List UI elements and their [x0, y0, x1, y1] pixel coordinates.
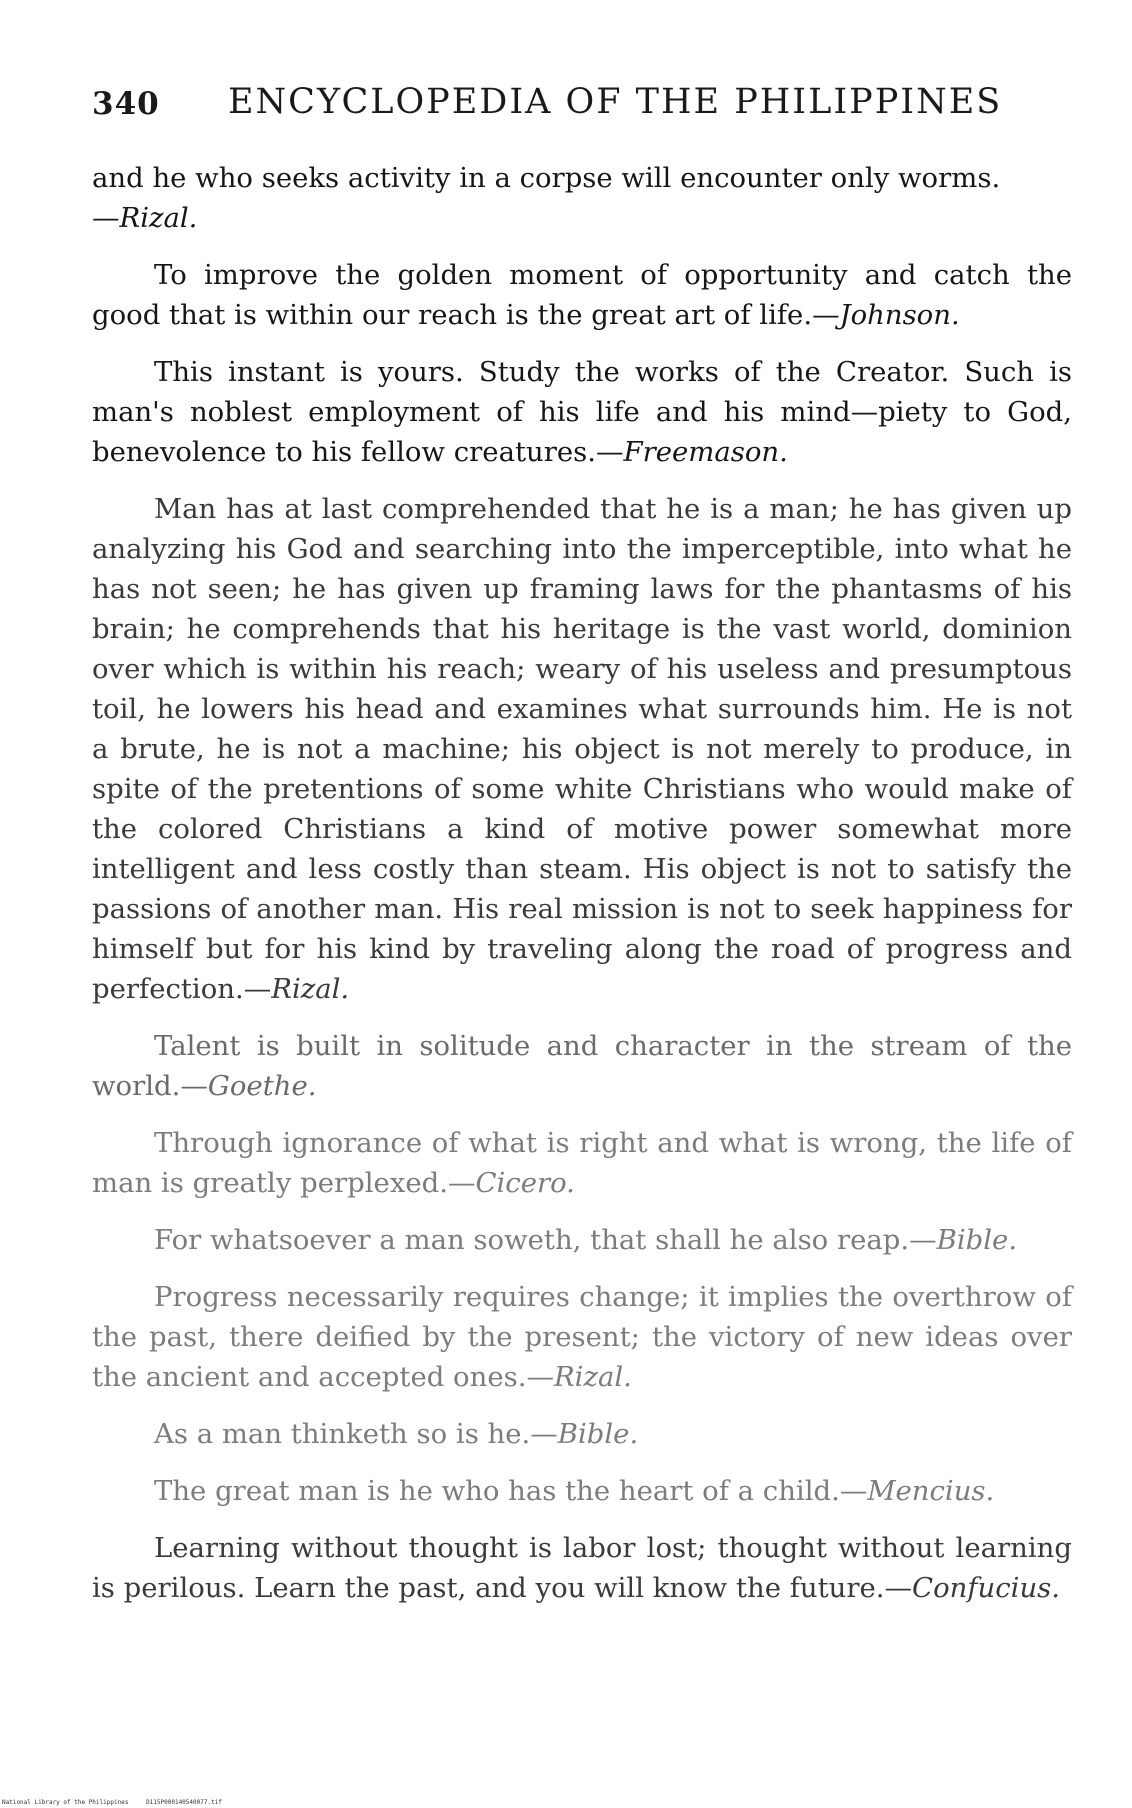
quote-paragraph [92, 255, 1072, 335]
quote-author: Confucius. [912, 1572, 1061, 1604]
quote-paragraph [92, 352, 1072, 472]
quote-paragraph [92, 1414, 1072, 1454]
attribution-dash: — [92, 202, 120, 234]
attribution-dash: — [909, 1224, 937, 1256]
quote-author: Cicero. [475, 1167, 575, 1199]
attribution-dash: — [839, 1475, 868, 1507]
quote-paragraph [92, 1528, 1072, 1608]
quote-paragraph [92, 1277, 1072, 1397]
body-text [92, 158, 1072, 1625]
quote-author: Rizal. [553, 1361, 632, 1393]
attribution-dash: — [180, 1070, 208, 1102]
scan-filename: D115P000140540077.tif [146, 1799, 222, 1806]
attribution-dash: — [526, 1361, 554, 1393]
quote-text: The great man is he who has the heart of a child. [154, 1475, 840, 1507]
quote-text: Learning without thought is labor lost; thought without learning is perilous. Learn the past, and you will know the future. [92, 1532, 1072, 1604]
quote-paragraph [92, 1471, 1072, 1511]
attribution-dash: — [884, 1572, 913, 1604]
quote-author: Mencius. [867, 1475, 995, 1507]
quote-author: Rizal. [271, 973, 350, 1005]
quote-author: Bible. [936, 1224, 1018, 1256]
quote-text: and he who seeks activity in a corpse will encounter only worms. [92, 162, 1001, 194]
quote-author: Johnson. [839, 299, 960, 331]
attribution-dash: — [447, 1167, 476, 1199]
quote-text: Through ignorance of what is right and what is wrong, the life of man is greatly perplexed. [92, 1127, 1072, 1199]
quote-paragraph [92, 1220, 1072, 1260]
quote-paragraph [92, 1026, 1072, 1106]
quote-text: To improve the golden moment of opportunity and catch the good that is within our reach is the great art of life. [92, 259, 1072, 331]
attribution-dash: — [596, 436, 624, 468]
quote-paragraph [92, 1123, 1072, 1203]
quote-text: Man has at last comprehended that he is a man; he has given up analyzing his God and searching into the imperceptible, into what he has not seen; he has given up framing laws for the phantasms of his brain; he comprehends that his heritage is the vast world, dominion over which is within his reach; weary of his useless and presumptous toil, he lowers his head and examines what surrounds him. He is not a brute, he is not a machine; his object is not merely to produce, in spite of the pretentions of some white Christians who would make of the colored Christians a kind of motive power somewhat more intelligent and less costly than steam. His object is not to satisfy the passions of another man. His real mission is not to seek happiness for himself but for his kind by traveling along the road of progress and perfection. [92, 493, 1072, 1005]
quote-text: This instant is yours. Study the works of the Creator. Such is man's noblest employment of his life and his mind—piety to God, benevolence to his fellow creatures. [92, 356, 1072, 468]
attribution-dash: — [243, 973, 272, 1005]
quote-paragraph [92, 489, 1072, 1009]
library-name: National Library of the Philippines [2, 1799, 129, 1806]
quote-author: Rizal. [119, 202, 198, 234]
quote-paragraph [92, 158, 1072, 238]
quote-text: As a man thinketh so is he. [154, 1418, 531, 1450]
page-header [92, 78, 1052, 128]
attribution-dash: — [812, 299, 840, 331]
quote-text: Progress necessarily requires change; it implies the overthrow of the past, there deified by the present; the victory of new ideas over the ancient and accepted ones. [92, 1281, 1072, 1393]
quote-author: Bible. [557, 1418, 639, 1450]
quote-text: Talent is built in solitude and character in the stream of the world. [92, 1030, 1072, 1102]
quote-text: For whatsoever a man soweth, that shall he also reap. [154, 1224, 910, 1256]
quote-attribution-line [92, 198, 1072, 238]
quote-author: Goethe. [207, 1070, 317, 1102]
quote-author: Freemason. [623, 436, 788, 468]
attribution-dash: — [530, 1418, 558, 1450]
scan-footer [2, 1799, 236, 1806]
running-title: ENCYCLOPEDIA OF THE PHILIPPINES [228, 82, 1003, 122]
page-number: 340 [92, 86, 160, 122]
